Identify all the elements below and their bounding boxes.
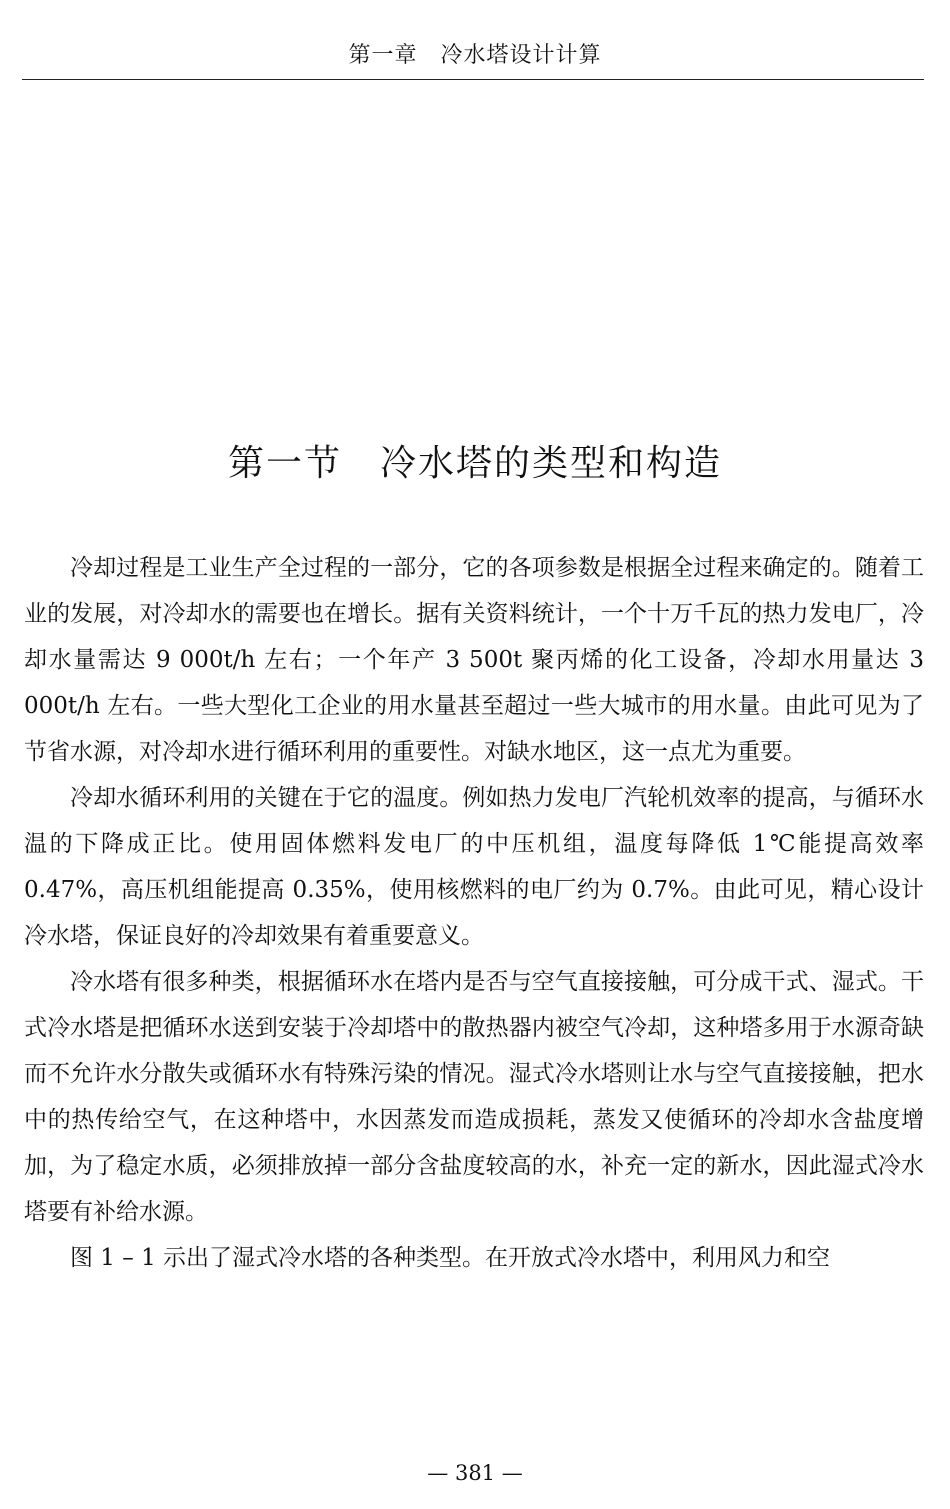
paragraph: 冷水塔有很多种类，根据循环水在塔内是否与空气直接接触，可分成干式、湿式。干式冷水塔是把循环水送到安装于冷却塔中的散热器内被空气冷却，这种塔多用于水源奇缺而不允许水分散失或循环水有特殊污染的情况。湿式冷水塔则让水与空气直接接触，把水中的热传给空气，在这种塔中，水因蒸发而造成损耗，蒸发又使循环的冷却水含盐度增加，为了稳定水质，必须排放掉一部分含盐度较高的水，补充一定的新水，因此湿式冷水塔要有补给水源。 [24,969,924,1225]
paragraph: 图 1 – 1 示出了湿式冷水塔的各种类型。在开放式冷水塔中，利用风力和空 [70,1245,831,1271]
section-title: 第一节 冷水塔的类型和构造 [227,443,722,484]
paragraph: 冷却过程是工业生产全过程的一部分，它的各项参数是根据全过程来确定的。随着工业的发展，对冷却水的需要也在增长。据有关资料统计，一个十万千瓦的热力发电厂，冷却水量需达 9 000t/h 左右；一个年产 3 500t 聚丙烯的化工设备，冷却水用量达 3 000t/h 左右。一些大型化工企业的用水量甚至超过一些大城市的用水量。由此可见为了节省水源，对冷却水进行循环利用的重要性。对缺水地区，这一点尤为重要。 [24,555,924,765]
body-text [24,545,924,1281]
page-number: — 381 — [427,1461,523,1485]
header-rule [22,79,924,80]
paragraph: 冷却水循环利用的关键在于它的温度。例如热力发电厂汽轮机效率的提高，与循环水温的下降成正比。使用固体燃料发电厂的中压机组，温度每降低 1℃能提高效率 0.47%，高压机组能提高 0.35%，使用核燃料的电厂约为 0.7%。由此可见，精心设计冷水塔，保证良好的冷却效果有着重要意义。 [24,785,924,949]
running-header: 第一章 冷水塔设计计算 [348,43,602,68]
